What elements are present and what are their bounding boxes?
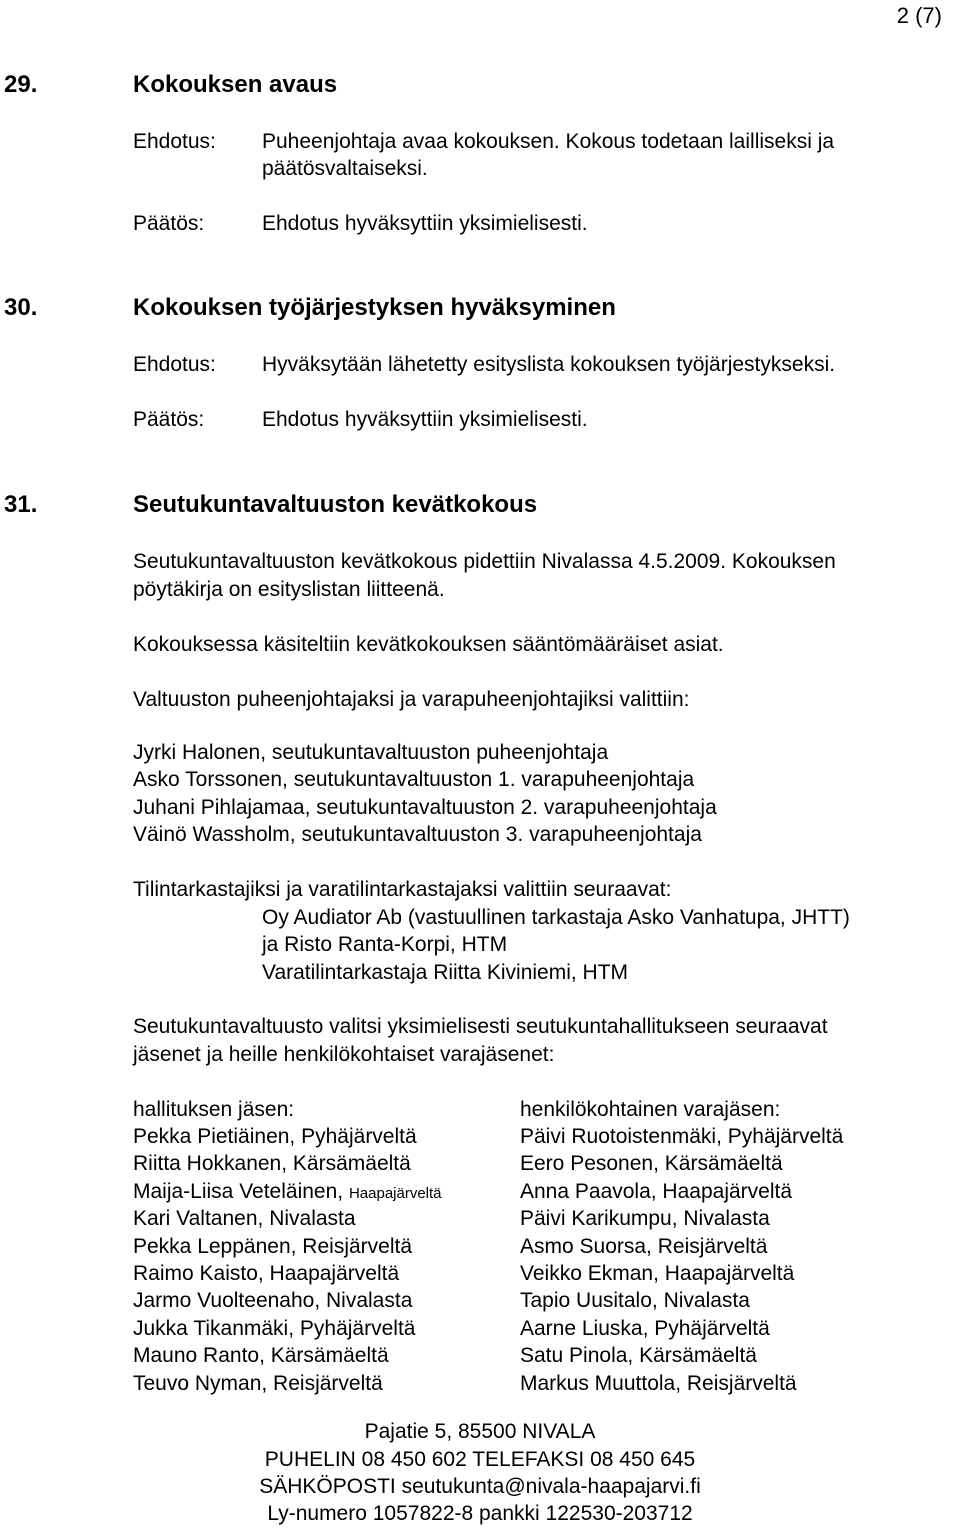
deputy-item: Markus Muuttola, Reisjärveltä: [520, 1371, 797, 1395]
section-29-proposal-line1: Puheenjohtaja avaa kokouksen. Kokous todetaan lailliseksi ja: [262, 130, 835, 153]
section-30-decision: Ehdotus hyväksyttiin yksimielisesti.: [262, 408, 588, 431]
footer-email: SÄHKÖPOSTI seutukunta@nivala-haapajarvi.fi: [259, 1475, 701, 1498]
section-30-proposal-line1: Hyväksytään lähetetty esityslista kokouksen työjärjestykseksi.: [262, 353, 836, 376]
page-number: 2 (7): [896, 3, 942, 28]
footer-phone: PUHELIN 08 450 602 TELEFAKSI 08 450 645: [264, 1448, 696, 1471]
member-item: Pekka Pietiäinen, Pyhäjärveltä: [133, 1125, 417, 1148]
section-30-proposal-label: Ehdotus:: [133, 353, 216, 376]
footer-address: Pajatie 5, 85500 NIVALA: [364, 1420, 596, 1443]
member-item: Pekka Leppänen, Reisjärveltä: [133, 1234, 413, 1258]
deputy-item: Eero Pesonen, Kärsämäeltä: [520, 1152, 783, 1176]
deputy-item: Satu Pinola, Kärsämäeltä: [520, 1344, 757, 1368]
chair-item: Jyrki Halonen, seutukuntavaltuuston puheenjohtaja: [133, 741, 609, 764]
auditor-item: Varatilintarkastaja Riitta Kiviniemi, HTM: [262, 960, 629, 984]
section-30-decision-label: Päätös:: [133, 408, 205, 431]
chair-item: Asko Torssonen, seutukuntavaltuuston 1. varapuheenjohtaja: [133, 768, 695, 792]
auditor-item: ja Risto Ranta-Korpi, HTM: [262, 933, 508, 957]
section-30-number: 30.: [4, 294, 38, 321]
chair-item: Väinö Wassholm, seutukuntavaltuuston 3. varapuheenjohtaja: [133, 823, 702, 847]
section-30-title: Kokouksen työjärjestyksen hyväksyminen: [133, 294, 616, 321]
footer-registry: Ly-numero 1057822-8 pankki 122530-203712: [267, 1502, 693, 1525]
section-29-decision-label: Päätös:: [133, 212, 205, 235]
section-31-number: 31.: [4, 491, 38, 518]
section-29-number: 29.: [4, 71, 38, 98]
chairs-intro: Valtuuston puheenjohtajaksi ja varapuheenjohtajiksi valittiin:: [133, 688, 690, 711]
deputy-item: Veikko Ekman, Haapajärveltä: [520, 1261, 795, 1285]
member-item: Teuvo Nyman, Reisjärveltä: [133, 1371, 383, 1395]
deputy-item: Anna Paavola, Haapajärveltä: [520, 1179, 793, 1203]
board-intro-line2: jäsenet ja heille henkilökohtaiset varajäsenet:: [133, 1043, 555, 1066]
deputy-item: Tapio Uusitalo, Nivalasta: [520, 1289, 750, 1313]
member-item: Raimo Kaisto, Haapajärveltä: [133, 1261, 400, 1285]
deputy-item: Päivi Ruotoistenmäki, Pyhäjärveltä: [520, 1125, 844, 1148]
member-name: Maija-Liisa Veteläinen,: [133, 1179, 344, 1203]
deputies-list: [520, 1123, 843, 1397]
deputies-header: henkilökohtainen varajäsen:: [520, 1098, 781, 1121]
members-list: [133, 1123, 442, 1397]
deputy-item: Päivi Karikumpu, Nivalasta: [520, 1207, 770, 1231]
section-31-title: Seutukuntavaltuuston kevätkokous: [133, 491, 538, 518]
section-31-intro-line2: pöytäkirja on esityslistan liitteenä.: [133, 578, 445, 601]
section-29-proposal-line2: päätösvaltaiseksi.: [262, 157, 428, 180]
member-town-small: Haapajärveltä: [348, 1184, 442, 1202]
member-item: [133, 1178, 442, 1205]
auditors-list: [262, 904, 850, 986]
section-29-decision: Ehdotus hyväksyttiin yksimielisesti.: [262, 212, 588, 235]
board-intro-line1: Seutukuntavaltuusto valitsi yksimielisesti seutukuntahallitukseen seuraavat: [133, 1015, 828, 1038]
section-29-proposal-label: Ehdotus:: [133, 130, 216, 153]
section-31-handled: Kokouksessa käsiteltiin kevätkokouksen sääntömääräiset asiat.: [133, 633, 724, 656]
auditors-intro: Tilintarkastajiksi ja varatilintarkastajaksi valittiin seuraavat:: [133, 878, 672, 901]
member-item: Mauno Ranto, Kärsämäeltä: [133, 1344, 389, 1368]
member-item: Kari Valtanen, Nivalasta: [133, 1207, 356, 1231]
deputy-item: Asmo Suorsa, Reisjärveltä: [520, 1234, 768, 1258]
member-item: Riitta Hokkanen, Kärsämäeltä: [133, 1152, 411, 1176]
chair-item: Juhani Pihlajamaa, seutukuntavaltuuston 2. varapuheenjohtaja: [133, 795, 717, 819]
auditor-item: Oy Audiator Ab (vastuullinen tarkastaja Asko Vanhatupa, JHTT): [262, 906, 850, 929]
section-29-title: Kokouksen avaus: [133, 71, 338, 98]
members-header: hallituksen jäsen:: [133, 1098, 295, 1121]
member-item: Jarmo Vuolteenaho, Nivalasta: [133, 1289, 413, 1313]
deputy-item: Aarne Liuska, Pyhäjärveltä: [520, 1316, 770, 1340]
section-31-intro-line1: Seutukuntavaltuuston kevätkokous pidettiin Nivalassa 4.5.2009. Kokouksen: [133, 550, 836, 573]
member-item: Jukka Tikanmäki, Pyhäjärveltä: [133, 1316, 416, 1340]
chairs-list: [133, 739, 717, 849]
